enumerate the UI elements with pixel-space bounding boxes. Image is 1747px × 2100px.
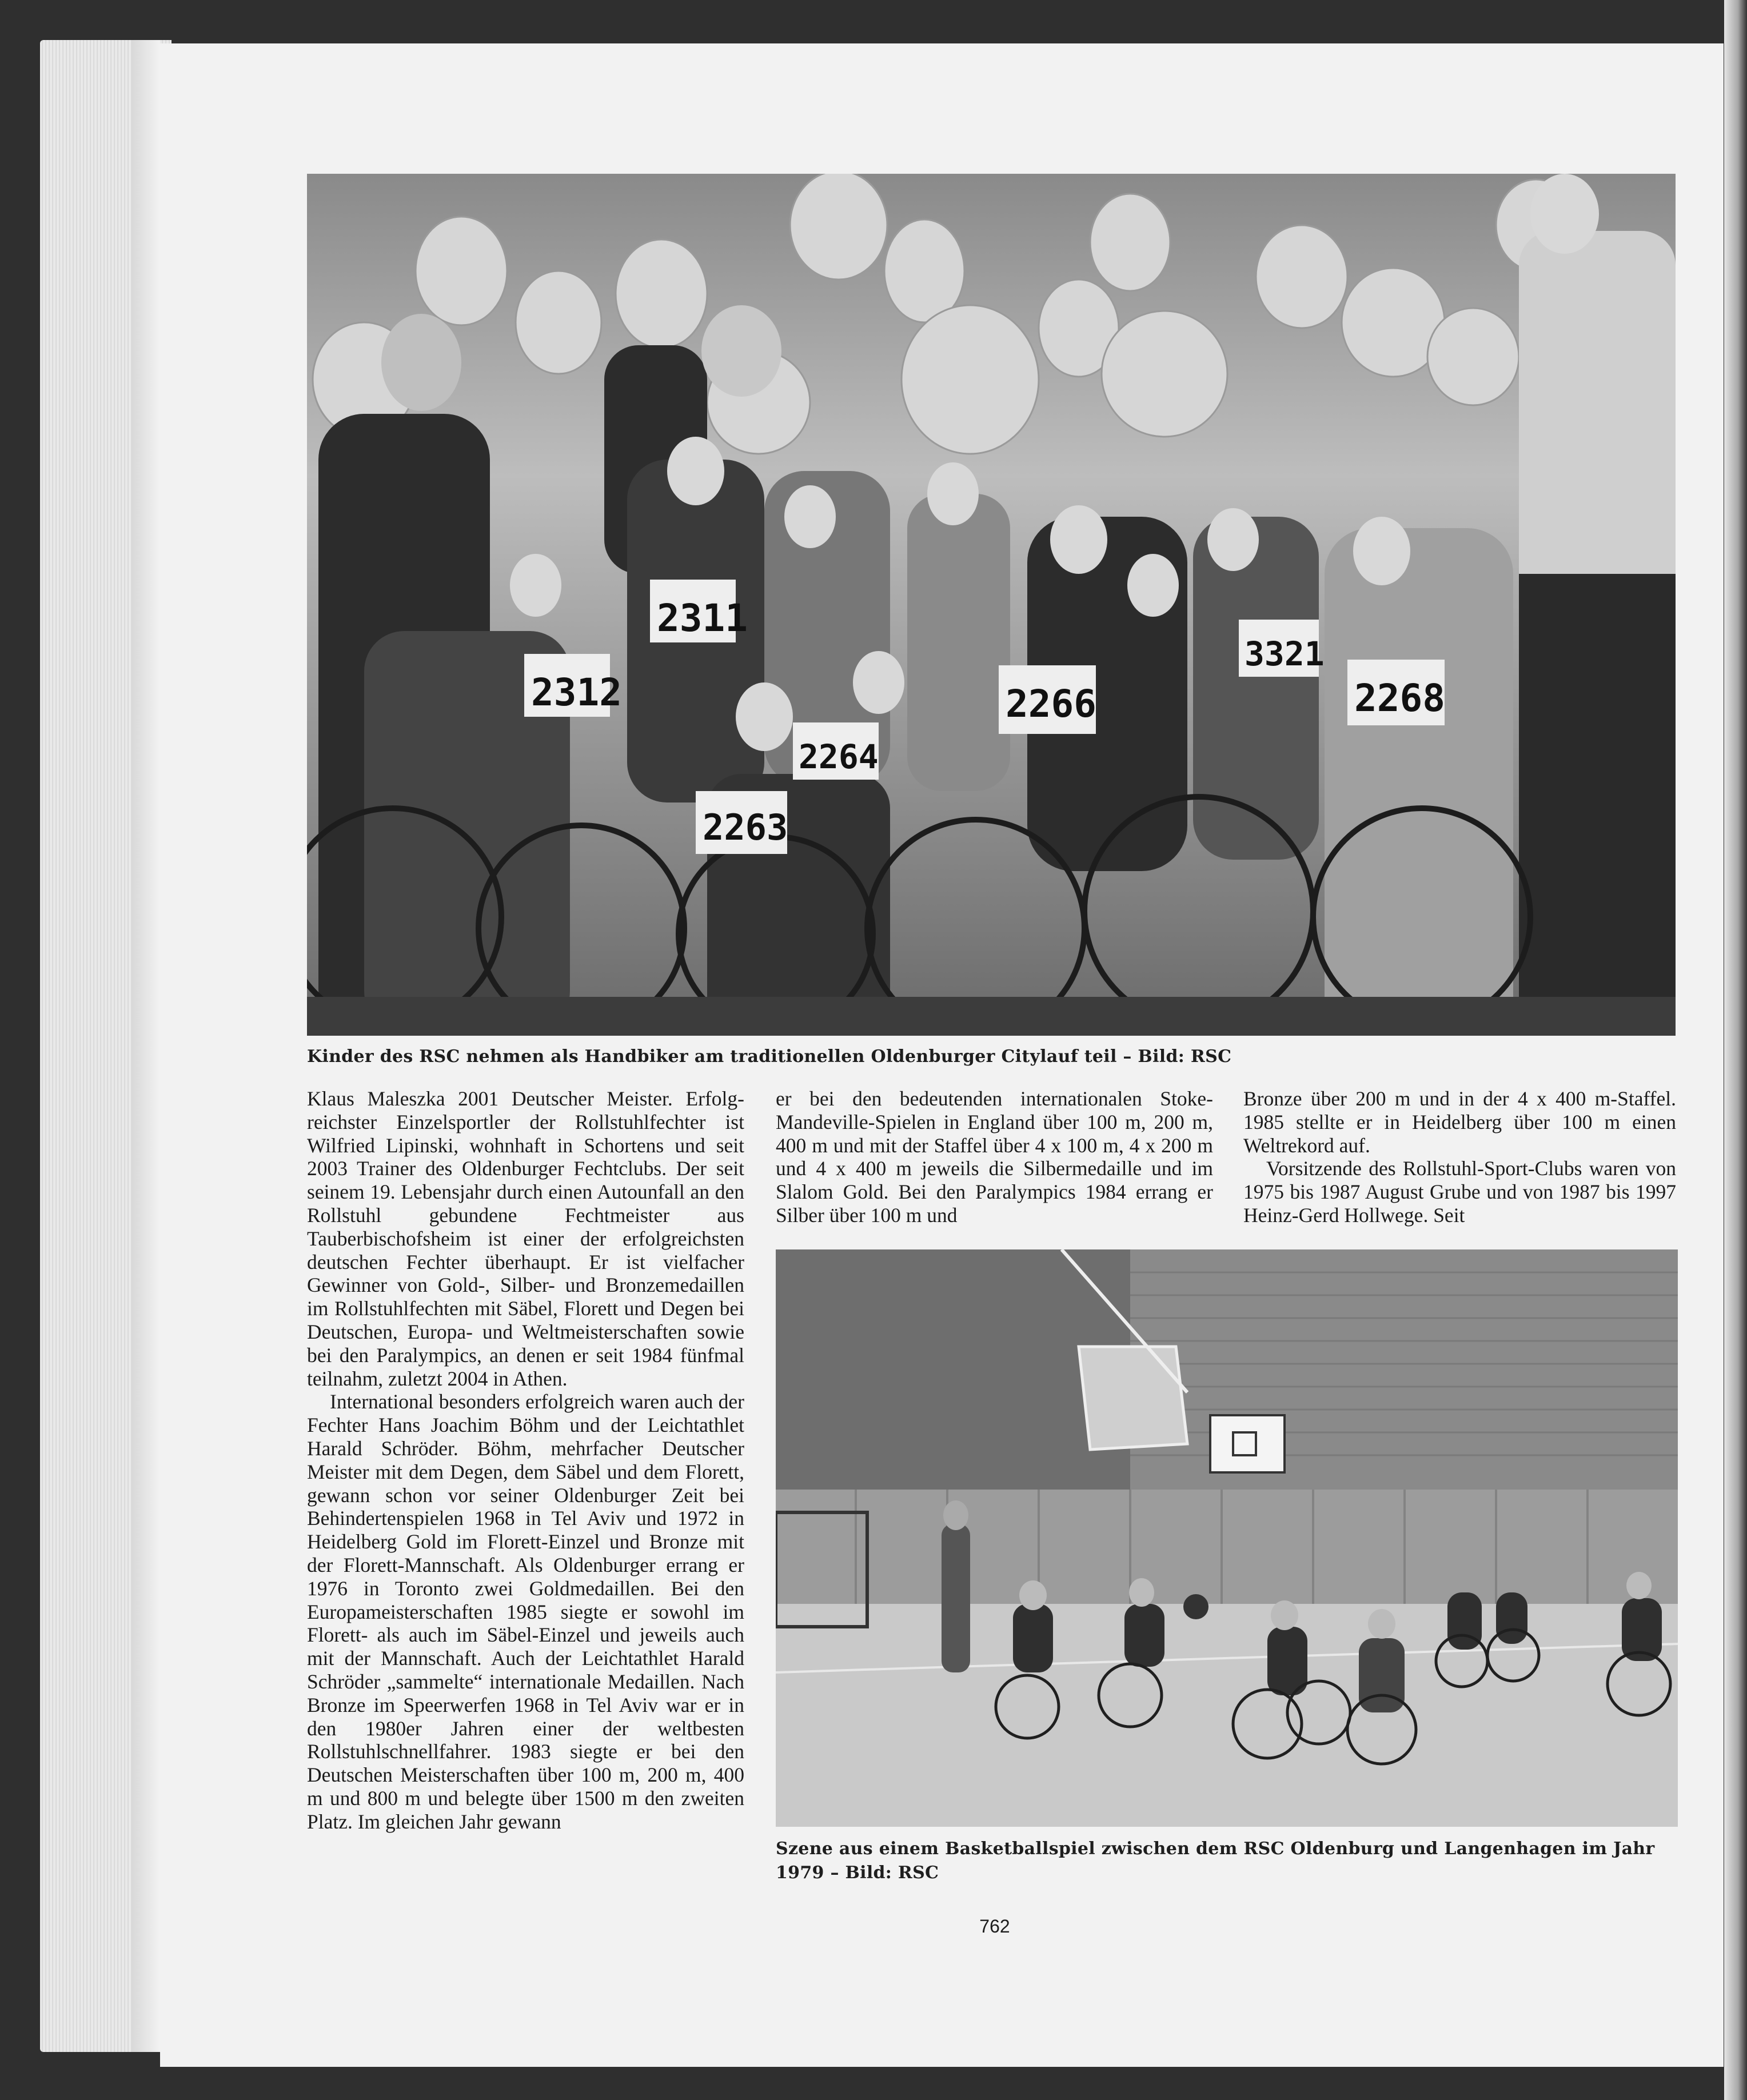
book-gutter (131, 40, 160, 2052)
photo-citylauf-caption: Kinder des RSC nehmen als Handbiker am traditionellen Oldenburger Citylauf teil – Bild: RSC (307, 1047, 1232, 1067)
bib-2264: 2264 (799, 737, 879, 776)
paragraph: Klaus Maleszka 2001 Deutscher Meister. Erfolgreichster Einzelsportler der Rollstuhlfechter ist Wilfried Lipinski, wohnhaft in Schortens und seit 2003 Trainer des Oldenburger Fechtclubs. Der seit seinem 19. Lebensjahr durch einen Autounfall an den Rollstuhl gebundene Fechtmeister aus Tauberbischofsheim ist einer der erfolgreichsten deutschen Fechter überhaupt. Er ist vielfacher Gewinner von Gold-, Silber- und Bronzemedaillen im Rollstuhlfechten mit Säbel, Florett und Degen bei Deutschen, Europa- und Weltmeisterschaften sowie bei den Paralympics, an denen er seit 1984 fünfmal teilnahm, zuletzt 2004 in Athen. (307, 1087, 744, 1390)
text-column-2 (776, 1087, 1213, 1227)
photo-citylauf-image (307, 174, 1676, 1036)
text-column-3 (1243, 1087, 1676, 1227)
bib-2312: 2312 (531, 670, 622, 714)
book-spine (1724, 0, 1747, 2100)
page-number: 762 (979, 1916, 1010, 1937)
bib-2268: 2268 (1354, 676, 1445, 720)
bib-3321: 3321 (1245, 634, 1325, 673)
bib-2311: 2311 (657, 596, 748, 640)
text-column-1 (307, 1087, 744, 1834)
photo-citylauf (307, 174, 1676, 1036)
paragraph: International besonders erfolgreich waren auch der Fechter Hans Joachim Böhm und der Leichtathlet Harald Schröder. Böhm, mehrfacher Deutscher Meister mit dem Degen, dem Säbel und dem Florett, gewann schon vor seiner Oldenburger Zeit bei Behindertenspielen 1968 in Tel Aviv und 1972 in Heidelberg Gold im Florett-Einzel und Bronze mit der Florett-Mannschaft. Als Oldenburger errang er 1976 in Toronto zwei Goldmedaillen. Bei den Europameisterschaften 1985 siegte er sowohl im Florett- als auch im Säbel-Einzel und jeweils auch mit der Mannschaft. Auch der Leichtathlet Harald Schröder „sammelte“ internationale Medaillen. Nach Bronze im Speerwerfen 1968 in Tel Aviv war er in den 1980er Jahren einer der weltbesten Rollstuhlschnellfahrer. 1983 siegte er bei den Deutschen Meisterschaften über 100 m, 200 m, 400 m und 800 m und belegte über 1500 m den zweiten Platz. Im gleichen Jahr gewann (307, 1390, 744, 1833)
paragraph: Bronze über 200 m und in der 4 x 400 m-Staffel. 1985 stellte er in Heidelberg über 100 m einen Weltrekord auf. (1243, 1087, 1676, 1157)
photo-basketball (776, 1249, 1678, 1827)
paragraph: Vorsitzende des Rollstuhl-Sport-Clubs waren von 1975 bis 1987 August Grube und von 1987 bis 1997 Heinz-Gerd Hollwege. Seit (1243, 1157, 1676, 1227)
bib-2266: 2266 (1006, 682, 1096, 726)
photo-basketball-image (776, 1249, 1678, 1827)
paragraph: er bei den bedeutenden internationalen Stoke-Mandeville-Spielen in England über 100 m, 200 m, 400 m und mit der Staffel über 4 x 100 m, 4 x 200 m und 4 x 400 m jeweils die Silbermedaille und im Slalom Gold. Bei den Paralympics 1984 errang er Silber über 100 m und (776, 1087, 1213, 1227)
bib-2263: 2263 (703, 807, 788, 848)
photo-basketball-caption: Szene aus einem Basketballspiel zwischen dem RSC Oldenburg und Langenhagen im Jahr 1979 – Bild: RSC (776, 1839, 1655, 1883)
